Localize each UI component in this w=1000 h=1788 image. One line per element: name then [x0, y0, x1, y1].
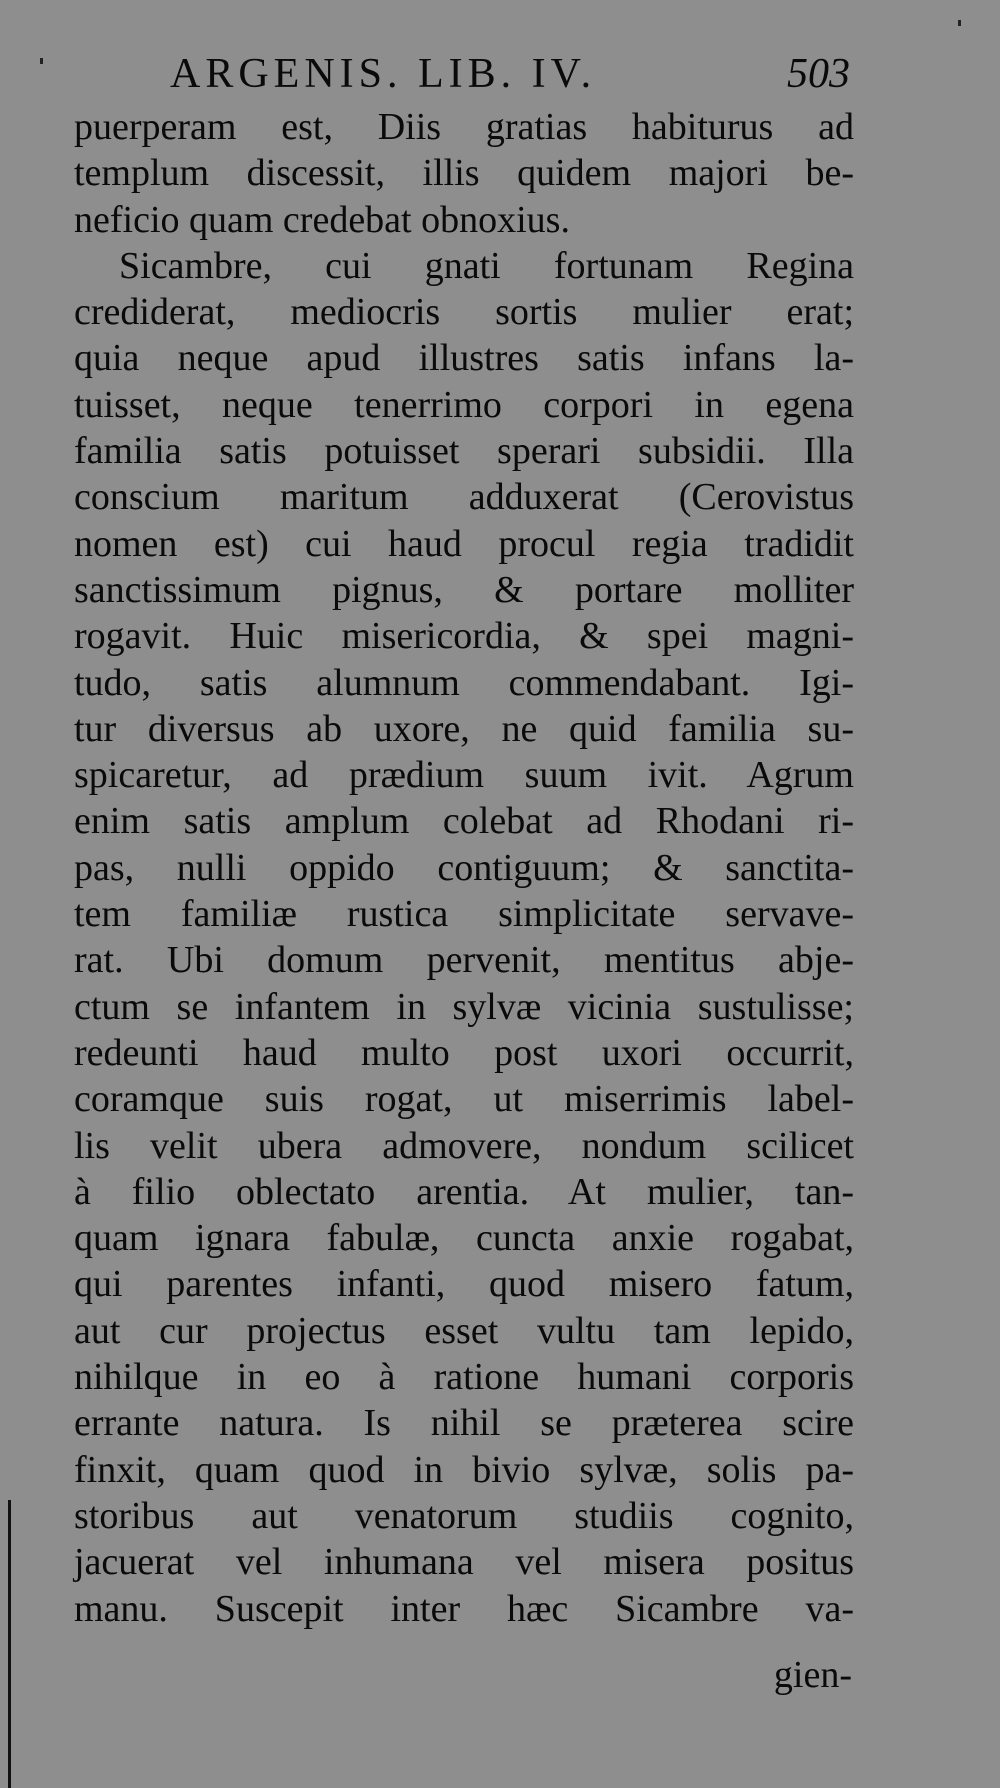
text-line: spicaretur, ad prædium suum ivit. Agrum [74, 754, 854, 797]
text-line: tur diversus ab uxore, ne quid familia su- [74, 707, 854, 750]
text-line: templum discessit, illis quidem majori be- [74, 152, 854, 195]
text-line: tem familiæ rustica simplicitate servave- [74, 893, 854, 936]
text-line: neficio quam credebat obnoxius. [74, 198, 570, 241]
page-number: 503 [787, 51, 850, 97]
text-line: manu. Suscepit inter hæc Sicambre va- [74, 1587, 854, 1630]
text-line: aut cur projectus esset vultu tam lepido, [74, 1309, 854, 1352]
text-line: sanctissimum pignus, & portare molliter [74, 568, 854, 611]
margin-speck [40, 58, 43, 64]
text-line: quam ignara fabulæ, cuncta anxie rogabat, [74, 1217, 854, 1260]
text-line: tudo, satis alumnum commendabant. Igi- [74, 661, 854, 704]
text-line: conscium maritum adduxerat (Cerovistus [74, 476, 854, 519]
catchword: gien- [773, 1654, 852, 1696]
page-header [150, 42, 850, 106]
text-line: à filio oblectato arentia. At mulier, tan- [74, 1170, 854, 1213]
text-line: crediderat, mediocris sortis mulier erat; [74, 291, 854, 334]
text-line: jacuerat vel inhumana vel misera positus [74, 1541, 854, 1584]
text-line: nomen est) cui haud procul regia tradidit [74, 522, 854, 565]
text-line: rat. Ubi domum pervenit, mentitus abje- [74, 939, 854, 982]
text-line: quia neque apud illustres satis infans la- [74, 337, 854, 380]
text-line: rogavit. Huic misericordia, & spei magni- [74, 615, 854, 658]
text-line: storibus aut venatorum studiis cognito, [74, 1494, 854, 1537]
margin-speck [958, 20, 961, 26]
paragraph-start-line: Sicambre, cui gnati fortunam Regina [119, 244, 854, 287]
text-line: lis velit ubera admovere, nondum scilicet [74, 1124, 854, 1167]
text-line: finxit, quam quod in bivio sylvæ, solis pa- [74, 1448, 854, 1491]
text-line: ctum se infantem in sylvæ vicinia sustulisse; [74, 985, 854, 1028]
text-line: tuisset, neque tenerrimo corpori in egena [74, 383, 854, 426]
text-line: nihilque in eo à ratione humani corporis [74, 1356, 854, 1399]
text-line: puerperam est, Diis gratias habiturus ad [74, 106, 854, 148]
body-text [74, 104, 854, 1632]
text-line: pas, nulli oppido contiguum; & sanctita- [74, 846, 854, 889]
text-line: errante natura. Is nihil se præterea scire [74, 1402, 854, 1445]
text-line: enim satis amplum colebat ad Rhodani ri- [74, 800, 854, 843]
text-line: redeunti haud multo post uxori occurrit, [74, 1031, 854, 1074]
text-line: qui parentes infanti, quod misero fatum, [74, 1263, 854, 1306]
text-line: coramque suis rogat, ut miserrimis label- [74, 1078, 854, 1121]
left-margin-rule [8, 1500, 11, 1788]
running-title: ARGENIS. LIB. IV. [170, 51, 597, 97]
text-line: familia satis potuisset sperari subsidii. Illa [74, 430, 854, 473]
